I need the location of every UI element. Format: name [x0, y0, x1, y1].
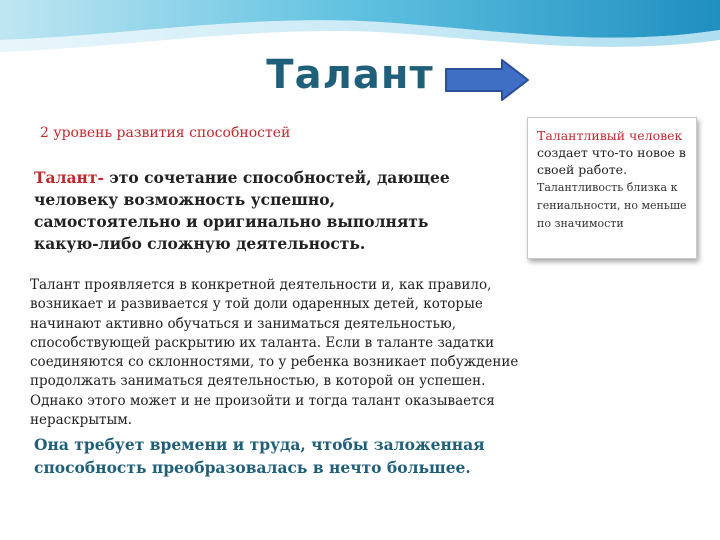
sidebox-text: создает что-то новое в своей работе. [537, 145, 686, 177]
body-paragraph: Талант проявляется в конкретной деятельности и, как правило, возникает и развивается у той доли одаренных детей, которые начинают активно обучаться и заниматься деятельностью, способствующей раскрытию их таланта. Если в таланте задатки соединяются со склонностями, то у ребенка возникает побуждение продолжать заниматься деятельностью, в которой он успешен. Однако этого может и не произойти и тогда талант оказывается нераскрытым. [30, 277, 519, 429]
definition-text: это сочетание способностей, дающее человеку возможность успешно, самостоятельно и оригинально выполнять какую-либо сложную деятельность. [34, 168, 450, 253]
definition-term: Талант- [34, 168, 104, 187]
sidebox-note: Талантливость близка к гениальности, но меньше по значимости [537, 181, 687, 230]
slide-title: Талант [266, 52, 434, 98]
right-arrow-icon [444, 58, 530, 102]
sidebox-term: Талантливый человек [537, 128, 683, 143]
level-subtitle: 2 уровень развития способностей [40, 125, 291, 141]
side-note-box [527, 117, 697, 259]
conclusion-text: Она требует времени и труда, чтобы заложенная способность преобразовалась в нечто большее. [34, 435, 485, 477]
talent-definition [34, 167, 454, 255]
